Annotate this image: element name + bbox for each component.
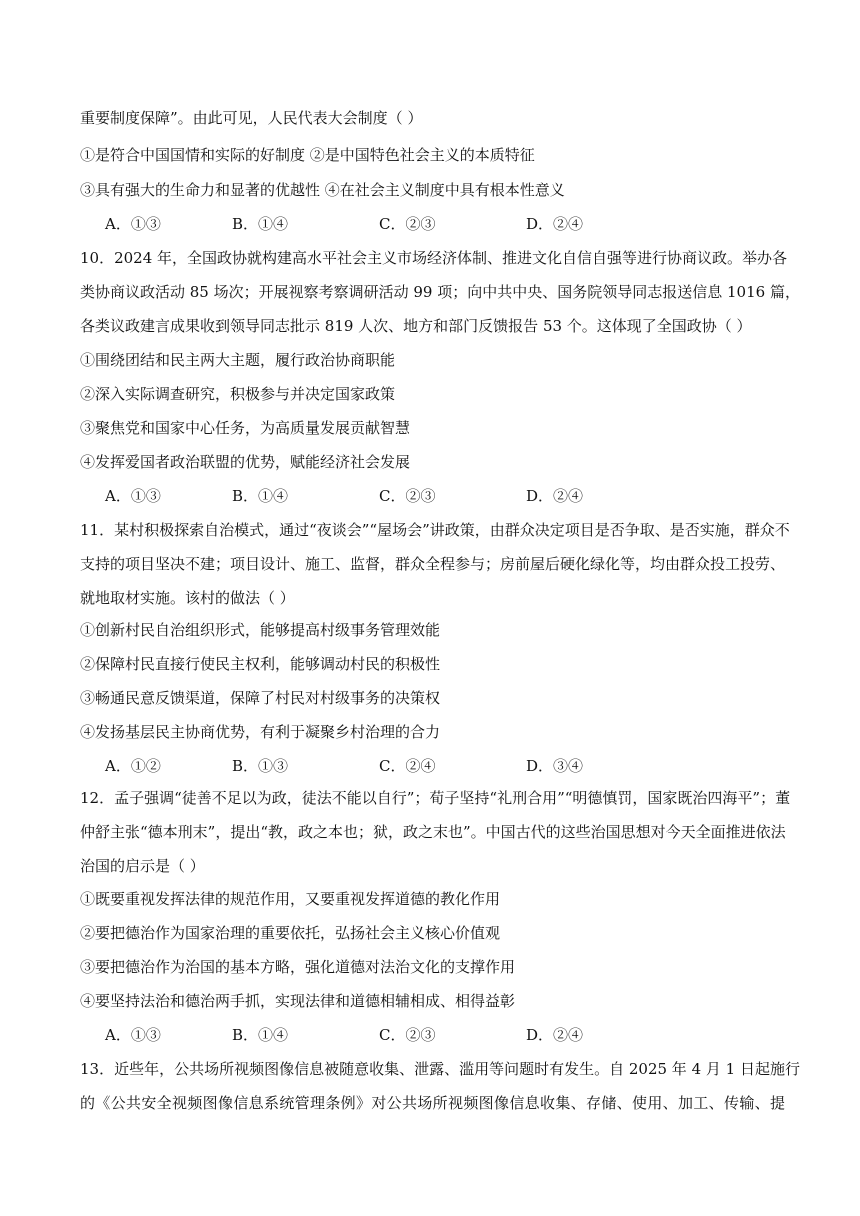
q11-stem-line-3: 就地取材实施。该村的做法（ ） bbox=[80, 589, 295, 607]
q12-statement-3: ③要把德治作为治国的基本方略，强化道德对法治文化的支撑作用 bbox=[80, 958, 516, 976]
q10-statement-1: ①围绕团结和民主两大主题，履行政治协商职能 bbox=[80, 351, 396, 369]
option-c[interactable]: C．②③ bbox=[379, 487, 436, 505]
option-b[interactable]: B．①④ bbox=[232, 1026, 289, 1044]
q11-statement-1: ①创新村民自治组织形式，能够提高村级事务管理效能 bbox=[80, 621, 441, 639]
q12-statement-1: ①既要重视发挥法律的规范作用，又要重视发挥道德的教化作用 bbox=[80, 890, 501, 908]
q11-statement-4: ④发扬基层民主协商优势，有利于凝聚乡村治理的合力 bbox=[80, 723, 441, 741]
q10-stem-line-2: 类协商议政活动 85 场次；开展视察考察调研活动 99 项；向中共中央、国务院领导同志报送信息 1016 篇， bbox=[80, 283, 800, 301]
option-b[interactable]: B．①④ bbox=[232, 487, 289, 505]
q9-statement-1-2: ①是符合中国国情和实际的好制度 ②是中国特色社会主义的本质特征 bbox=[80, 146, 535, 164]
q10-stem-line-3: 各类议政建言成果收到领导同志批示 819 人次、地方和部门反馈报告 53 个。这体现了全国政协（ ） bbox=[80, 317, 752, 335]
q11-stem-line-1: 11．某村积极探索自治模式，通过“夜谈会”“屋场会”讲政策，由群众决定项目是否争取、是否实施，群众不 bbox=[80, 521, 790, 539]
q12-stem-line-2: 仲舒主张“德本刑末”，提出“教，政之本也；狱，政之末也”。中国古代的这些治国思想对今天全面推进依法 bbox=[80, 823, 786, 841]
option-c[interactable]: C．②③ bbox=[379, 1026, 436, 1044]
q12-statement-4: ④要坚持法治和德治两手抓，实现法律和道德相辅相成、相得益彰 bbox=[80, 992, 516, 1010]
q11-statement-3: ③畅通民意反馈渠道，保障了村民对村级事务的决策权 bbox=[80, 689, 441, 707]
option-a[interactable]: A．①③ bbox=[105, 215, 161, 233]
option-c[interactable]: C．②③ bbox=[379, 215, 436, 233]
q9-stem-line: 重要制度保障”。由此可见，人民代表大会制度（ ） bbox=[80, 109, 423, 127]
q10-statement-4: ④发挥爱国者政治联盟的优势，赋能经济社会发展 bbox=[80, 453, 411, 471]
q10-stem-line-1: 10．2024 年，全国政协就构建高水平社会主义市场经济体制、推进文化自信自强等进行协商议政。举办各 bbox=[80, 249, 788, 267]
q12-stem-line-3: 治国的启示是（ ） bbox=[80, 857, 205, 875]
q12-stem-line-1: 12．孟子强调“徒善不足以为政，徒法不能以自行”；荀子坚持“礼刑合用”“明德慎罚，国家既治四海平”；董 bbox=[80, 789, 791, 807]
option-d[interactable]: D．②④ bbox=[526, 215, 584, 233]
option-a[interactable]: A．①③ bbox=[105, 1026, 161, 1044]
q9-statement-3-4: ③具有强大的生命力和显著的优越性 ④在社会主义制度中具有根本性意义 bbox=[80, 181, 565, 199]
q13-stem-line-1: 13．近些年，公共场所视频图像信息被随意收集、泄露、滥用等问题时有发生。自 2025 年 4 月 1 日起施行 bbox=[80, 1060, 800, 1078]
option-b[interactable]: B．①③ bbox=[232, 757, 289, 775]
option-d[interactable]: D．②④ bbox=[526, 487, 584, 505]
q11-statement-2: ②保障村民直接行使民主权利，能够调动村民的积极性 bbox=[80, 655, 441, 673]
q11-stem-line-2: 支持的项目坚决不建；项目设计、施工、监督，群众全程参与；房前屋后硬化绿化等，均由群众投工投劳、 bbox=[80, 555, 786, 573]
option-d[interactable]: D．③④ bbox=[526, 757, 584, 775]
q10-statement-3: ③聚焦党和国家中心任务，为高质量发展贡献智慧 bbox=[80, 419, 411, 437]
option-d[interactable]: D．②④ bbox=[526, 1026, 584, 1044]
q10-statement-2: ②深入实际调查研究，积极参与并决定国家政策 bbox=[80, 385, 396, 403]
option-c[interactable]: C．②④ bbox=[379, 757, 436, 775]
q13-stem-line-2: 的《公共安全视频图像信息系统管理条例》对公共场所视频图像信息收集、存储、使用、加工、传输、提 bbox=[80, 1094, 785, 1112]
option-a[interactable]: A．①② bbox=[105, 757, 161, 775]
q12-statement-2: ②要把德治作为国家治理的重要依托，弘扬社会主义核心价值观 bbox=[80, 924, 501, 942]
option-a[interactable]: A．①③ bbox=[105, 487, 161, 505]
option-b[interactable]: B．①④ bbox=[232, 215, 289, 233]
